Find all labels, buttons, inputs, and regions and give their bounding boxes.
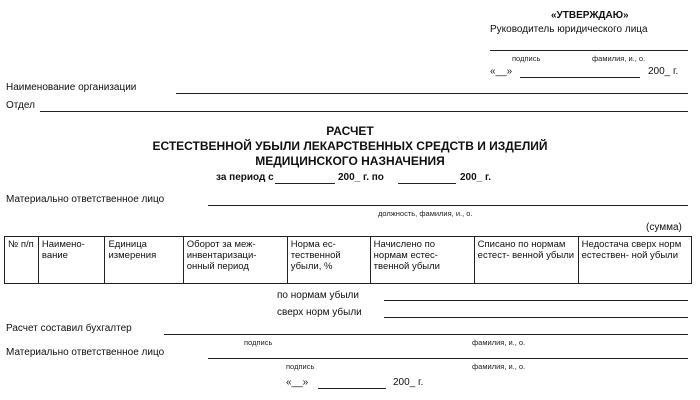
accountant-signature-caption: подпись [244, 338, 273, 347]
approval-date-year: 200_ г. [648, 66, 679, 77]
period-end-label: 200_ г. [460, 172, 491, 183]
period-from-field[interactable] [275, 183, 335, 184]
period-from-label: за период с [216, 172, 274, 183]
organization-label: Наименование организации [6, 82, 137, 93]
accountant-name-caption: фамилия, и., о. [472, 338, 526, 347]
period-to-field[interactable] [398, 183, 456, 184]
document-title-line2: ЕСТЕСТВЕННОЙ УБЫЛИ ЛЕКАРСТВЕННЫХ СРЕДСТВ И ИЗДЕЛИЙ [152, 139, 548, 153]
approval-signature-line[interactable] [490, 50, 688, 51]
above-norm-field[interactable] [384, 317, 688, 318]
document-title: РАСЧЕТ [326, 124, 374, 138]
footer-date-day: «__» [286, 377, 309, 388]
approval-date-day: «__» [490, 66, 513, 77]
approval-date-line[interactable] [520, 77, 640, 78]
department-label: Отдел [6, 100, 35, 111]
responsible-field[interactable] [208, 205, 688, 206]
column-header: Недостача сверх норм естествен- ной убыли [578, 237, 691, 284]
approval-name-caption: фамилия, и., о. [592, 54, 646, 63]
approval-signature-caption: подпись [512, 54, 541, 63]
column-header: Оборот за меж- инвентаризаци- онный период [183, 237, 287, 284]
column-header: Списано по нормам естест- венной убыли [474, 237, 578, 284]
shrinkage-table [4, 236, 692, 284]
above-norm-label: сверх норм убыли [277, 307, 362, 318]
column-header: № п/п [5, 237, 39, 284]
column-header: Единица измерения [105, 237, 183, 284]
organization-field[interactable] [176, 93, 688, 94]
footer-date-year: 200_ г. [393, 377, 424, 388]
by-norm-label: по нормам убыли [277, 290, 359, 301]
footer-date-line[interactable] [318, 388, 386, 389]
column-header: Начислено по нормам естес- твенной убыли [370, 237, 474, 284]
period-mid-label: 200_ г. по [338, 172, 384, 183]
accountant-field[interactable] [164, 334, 688, 335]
accountant-label: Расчет составил бухгалтер [6, 323, 132, 334]
department-field[interactable] [40, 111, 688, 112]
column-header: Наимено- вание [38, 237, 105, 284]
by-norm-field[interactable] [384, 300, 688, 301]
responsible-caption: должность, фамилия, и., о. [378, 209, 473, 218]
document-title-line3: МЕДИЦИНСКОГО НАЗНАЧЕНИЯ [255, 154, 445, 168]
sum-label: (сумма) [646, 222, 682, 233]
column-header: Норма ес- тественной убыли, % [287, 237, 370, 284]
footer-signature-caption: подпись [286, 362, 315, 371]
footer-responsible-field[interactable] [208, 358, 688, 359]
approval-stamp: «УТВЕРЖДАЮ» [551, 10, 629, 21]
responsible-label: Материально ответственное лицо [6, 194, 165, 205]
table-header-row [5, 237, 692, 284]
footer-name-caption: фамилия, и., о. [472, 362, 526, 371]
approval-position: Руководитель юридического лица [490, 24, 648, 35]
footer-responsible-label: Материально ответственное лицо [6, 347, 165, 358]
